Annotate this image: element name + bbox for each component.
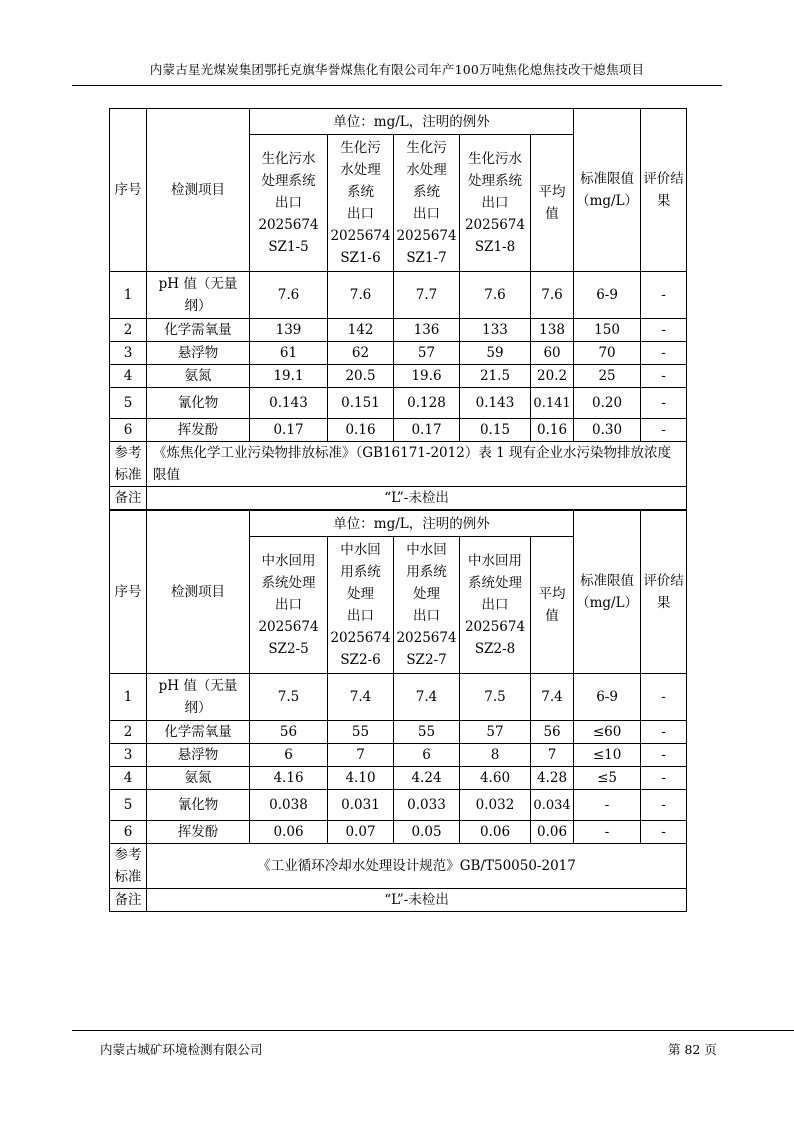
note-text: “L”-未检出 (147, 487, 687, 510)
cell-limit: - (574, 790, 641, 821)
reference-label: 参考标准 (110, 442, 147, 487)
cell-eval: - (641, 342, 687, 365)
sample-header: 生化污 水处理 系统 出口 2025674 SZ1-7 (394, 135, 460, 272)
cell-value: 0.17 (394, 419, 460, 442)
cell-value: 7.4 (394, 674, 460, 721)
cell-avg: 60 (531, 342, 574, 365)
cell-eval: - (641, 767, 687, 790)
cell-value: 133 (460, 319, 531, 342)
col-header-avg: 平均值 (531, 135, 574, 272)
cell-limit: 6-9 (574, 674, 641, 721)
cell-value: 0.05 (394, 821, 460, 844)
col-header-eval: 评价结果 (641, 109, 687, 272)
row-item: 化学需氧量 (147, 721, 250, 744)
cell-eval: - (641, 821, 687, 844)
row-item: 氰化物 (147, 388, 250, 419)
cell-limit: ≤60 (574, 721, 641, 744)
cell-value: 142 (328, 319, 394, 342)
cell-value: 19.6 (394, 365, 460, 388)
cell-limit: 150 (574, 319, 641, 342)
cell-value: 0.032 (460, 790, 531, 821)
cell-avg: 4.28 (531, 767, 574, 790)
cell-value: 20.5 (328, 365, 394, 388)
cell-eval: - (641, 272, 687, 319)
cell-value: 0.143 (460, 388, 531, 419)
cell-value: 0.038 (250, 790, 328, 821)
sample-header: 生化污水 处理系统 出口 2025674 SZ1-5 (250, 135, 328, 272)
note-label: 备注 (110, 487, 147, 510)
header-divider (72, 85, 722, 86)
row-seq: 4 (110, 767, 147, 790)
row-item: 氰化物 (147, 790, 250, 821)
cell-value: 55 (394, 721, 460, 744)
row-item: 氨氮 (147, 365, 250, 388)
row-seq: 6 (110, 419, 147, 442)
col-header-limit: 标准限值（mg/L） (574, 109, 641, 272)
cell-value: 4.16 (250, 767, 328, 790)
biochemical-wastewater-table (109, 108, 687, 510)
cell-value: 59 (460, 342, 531, 365)
cell-avg: 138 (531, 319, 574, 342)
row-item: 挥发酚 (147, 419, 250, 442)
cell-value: 139 (250, 319, 328, 342)
row-seq: 4 (110, 365, 147, 388)
col-header-avg: 平均值 (531, 537, 574, 674)
col-header-seq: 序号 (110, 109, 147, 272)
cell-value: 7.5 (460, 674, 531, 721)
cell-value: 7.6 (250, 272, 328, 319)
cell-value: 57 (394, 342, 460, 365)
sample-header: 中水回 用系统 处理 出口 2025674 SZ2-6 (328, 537, 394, 674)
cell-eval: - (641, 365, 687, 388)
cell-avg: 0.141 (531, 388, 574, 419)
cell-value: 7 (328, 744, 394, 767)
cell-limit: ≤10 (574, 744, 641, 767)
cell-avg: 0.034 (531, 790, 574, 821)
cell-value: 0.033 (394, 790, 460, 821)
cell-value: 4.60 (460, 767, 531, 790)
cell-value: 0.06 (250, 821, 328, 844)
row-seq: 2 (110, 319, 147, 342)
note-label: 备注 (110, 889, 147, 912)
cell-value: 57 (460, 721, 531, 744)
cell-value: 4.24 (394, 767, 460, 790)
cell-value: 7.5 (250, 674, 328, 721)
row-item: 挥发酚 (147, 821, 250, 844)
cell-value: 6 (250, 744, 328, 767)
cell-eval: - (641, 721, 687, 744)
col-header-item: 检测项目 (147, 511, 250, 674)
col-header-item: 检测项目 (147, 109, 250, 272)
cell-value: 7.6 (460, 272, 531, 319)
footer-divider (72, 1030, 794, 1031)
cell-limit: 25 (574, 365, 641, 388)
reference-standard: 《炼焦化学工业污染物排放标准》（GB16171-2012）表 1 现有企业水污染物排放浓度限值 (147, 442, 687, 487)
col-header-limit: 标准限值（mg/L） (574, 511, 641, 674)
cell-avg: 20.2 (531, 365, 574, 388)
cell-value: 0.031 (328, 790, 394, 821)
row-item: 氨氮 (147, 767, 250, 790)
cell-avg: 0.16 (531, 419, 574, 442)
cell-eval: - (641, 319, 687, 342)
cell-value: 0.151 (328, 388, 394, 419)
cell-value: 0.143 (250, 388, 328, 419)
cell-value: 0.06 (460, 821, 531, 844)
unit-label: 单位：mg/L，注明的例外 (250, 511, 574, 537)
cell-value: 62 (328, 342, 394, 365)
note-text: “L”-未检出 (147, 889, 687, 912)
row-seq: 3 (110, 744, 147, 767)
cell-value: 0.16 (328, 419, 394, 442)
cell-value: 7.4 (328, 674, 394, 721)
cell-value: 0.128 (394, 388, 460, 419)
cell-avg: 56 (531, 721, 574, 744)
cell-value: 61 (250, 342, 328, 365)
cell-value: 136 (394, 319, 460, 342)
col-header-eval: 评价结果 (641, 511, 687, 674)
row-seq: 3 (110, 342, 147, 365)
cell-value: 8 (460, 744, 531, 767)
reference-label: 参考标准 (110, 844, 147, 889)
footer-company: 内蒙古城矿环境检测有限公司 (100, 1042, 263, 1057)
row-item: 化学需氧量 (147, 319, 250, 342)
row-item: 悬浮物 (147, 744, 250, 767)
row-seq: 1 (110, 272, 147, 319)
cell-eval: - (641, 744, 687, 767)
row-seq: 2 (110, 721, 147, 744)
cell-value: 7.6 (328, 272, 394, 319)
col-header-seq: 序号 (110, 511, 147, 674)
cell-value: 19.1 (250, 365, 328, 388)
row-seq: 5 (110, 790, 147, 821)
cell-limit: 70 (574, 342, 641, 365)
cell-value: 4.10 (328, 767, 394, 790)
reference-standard: 《工业循环冷却水处理设计规范》GB/T50050-2017 (147, 844, 687, 889)
row-seq: 1 (110, 674, 147, 721)
row-item: pH 值（无量纲） (147, 674, 250, 721)
sample-header: 中水回 用系统 处理 出口 2025674 SZ2-7 (394, 537, 460, 674)
cell-value: 56 (250, 721, 328, 744)
cell-eval: - (641, 674, 687, 721)
row-item: 悬浮物 (147, 342, 250, 365)
cell-value: 55 (328, 721, 394, 744)
cell-value: 0.17 (250, 419, 328, 442)
cell-limit: 0.30 (574, 419, 641, 442)
row-seq: 5 (110, 388, 147, 419)
sample-header: 生化污 水处理 系统 出口 2025674 SZ1-6 (328, 135, 394, 272)
sample-header: 生化污水 处理系统 出口 2025674 SZ1-8 (460, 135, 531, 272)
cell-value: 6 (394, 744, 460, 767)
cell-eval: - (641, 790, 687, 821)
cell-value: 0.07 (328, 821, 394, 844)
cell-avg: 7 (531, 744, 574, 767)
sample-header: 中水回用 系统处理 出口 2025674 SZ2-5 (250, 537, 328, 674)
unit-label: 单位：mg/L，注明的例外 (250, 109, 574, 135)
cell-eval: - (641, 388, 687, 419)
sample-header: 中水回用 系统处理 出口 2025674 SZ2-8 (460, 537, 531, 674)
cell-eval: - (641, 419, 687, 442)
cell-avg: 7.4 (531, 674, 574, 721)
row-seq: 6 (110, 821, 147, 844)
cell-limit: 6-9 (574, 272, 641, 319)
cell-value: 0.15 (460, 419, 531, 442)
reclaimed-water-table (109, 510, 687, 912)
cell-limit: 0.20 (574, 388, 641, 419)
cell-limit: ≤5 (574, 767, 641, 790)
cell-avg: 7.6 (531, 272, 574, 319)
row-item: pH 值（无量纲） (147, 272, 250, 319)
page-header-title: 内蒙古星光煤炭集团鄂托克旗华誉煤焦化有限公司年产100万吨焦化熄焦技改干熄焦项目 (149, 62, 645, 77)
cell-value: 7.7 (394, 272, 460, 319)
cell-value: 21.5 (460, 365, 531, 388)
cell-avg: 0.06 (531, 821, 574, 844)
page-number: 第 82 页 (668, 1042, 717, 1057)
cell-limit: - (574, 821, 641, 844)
